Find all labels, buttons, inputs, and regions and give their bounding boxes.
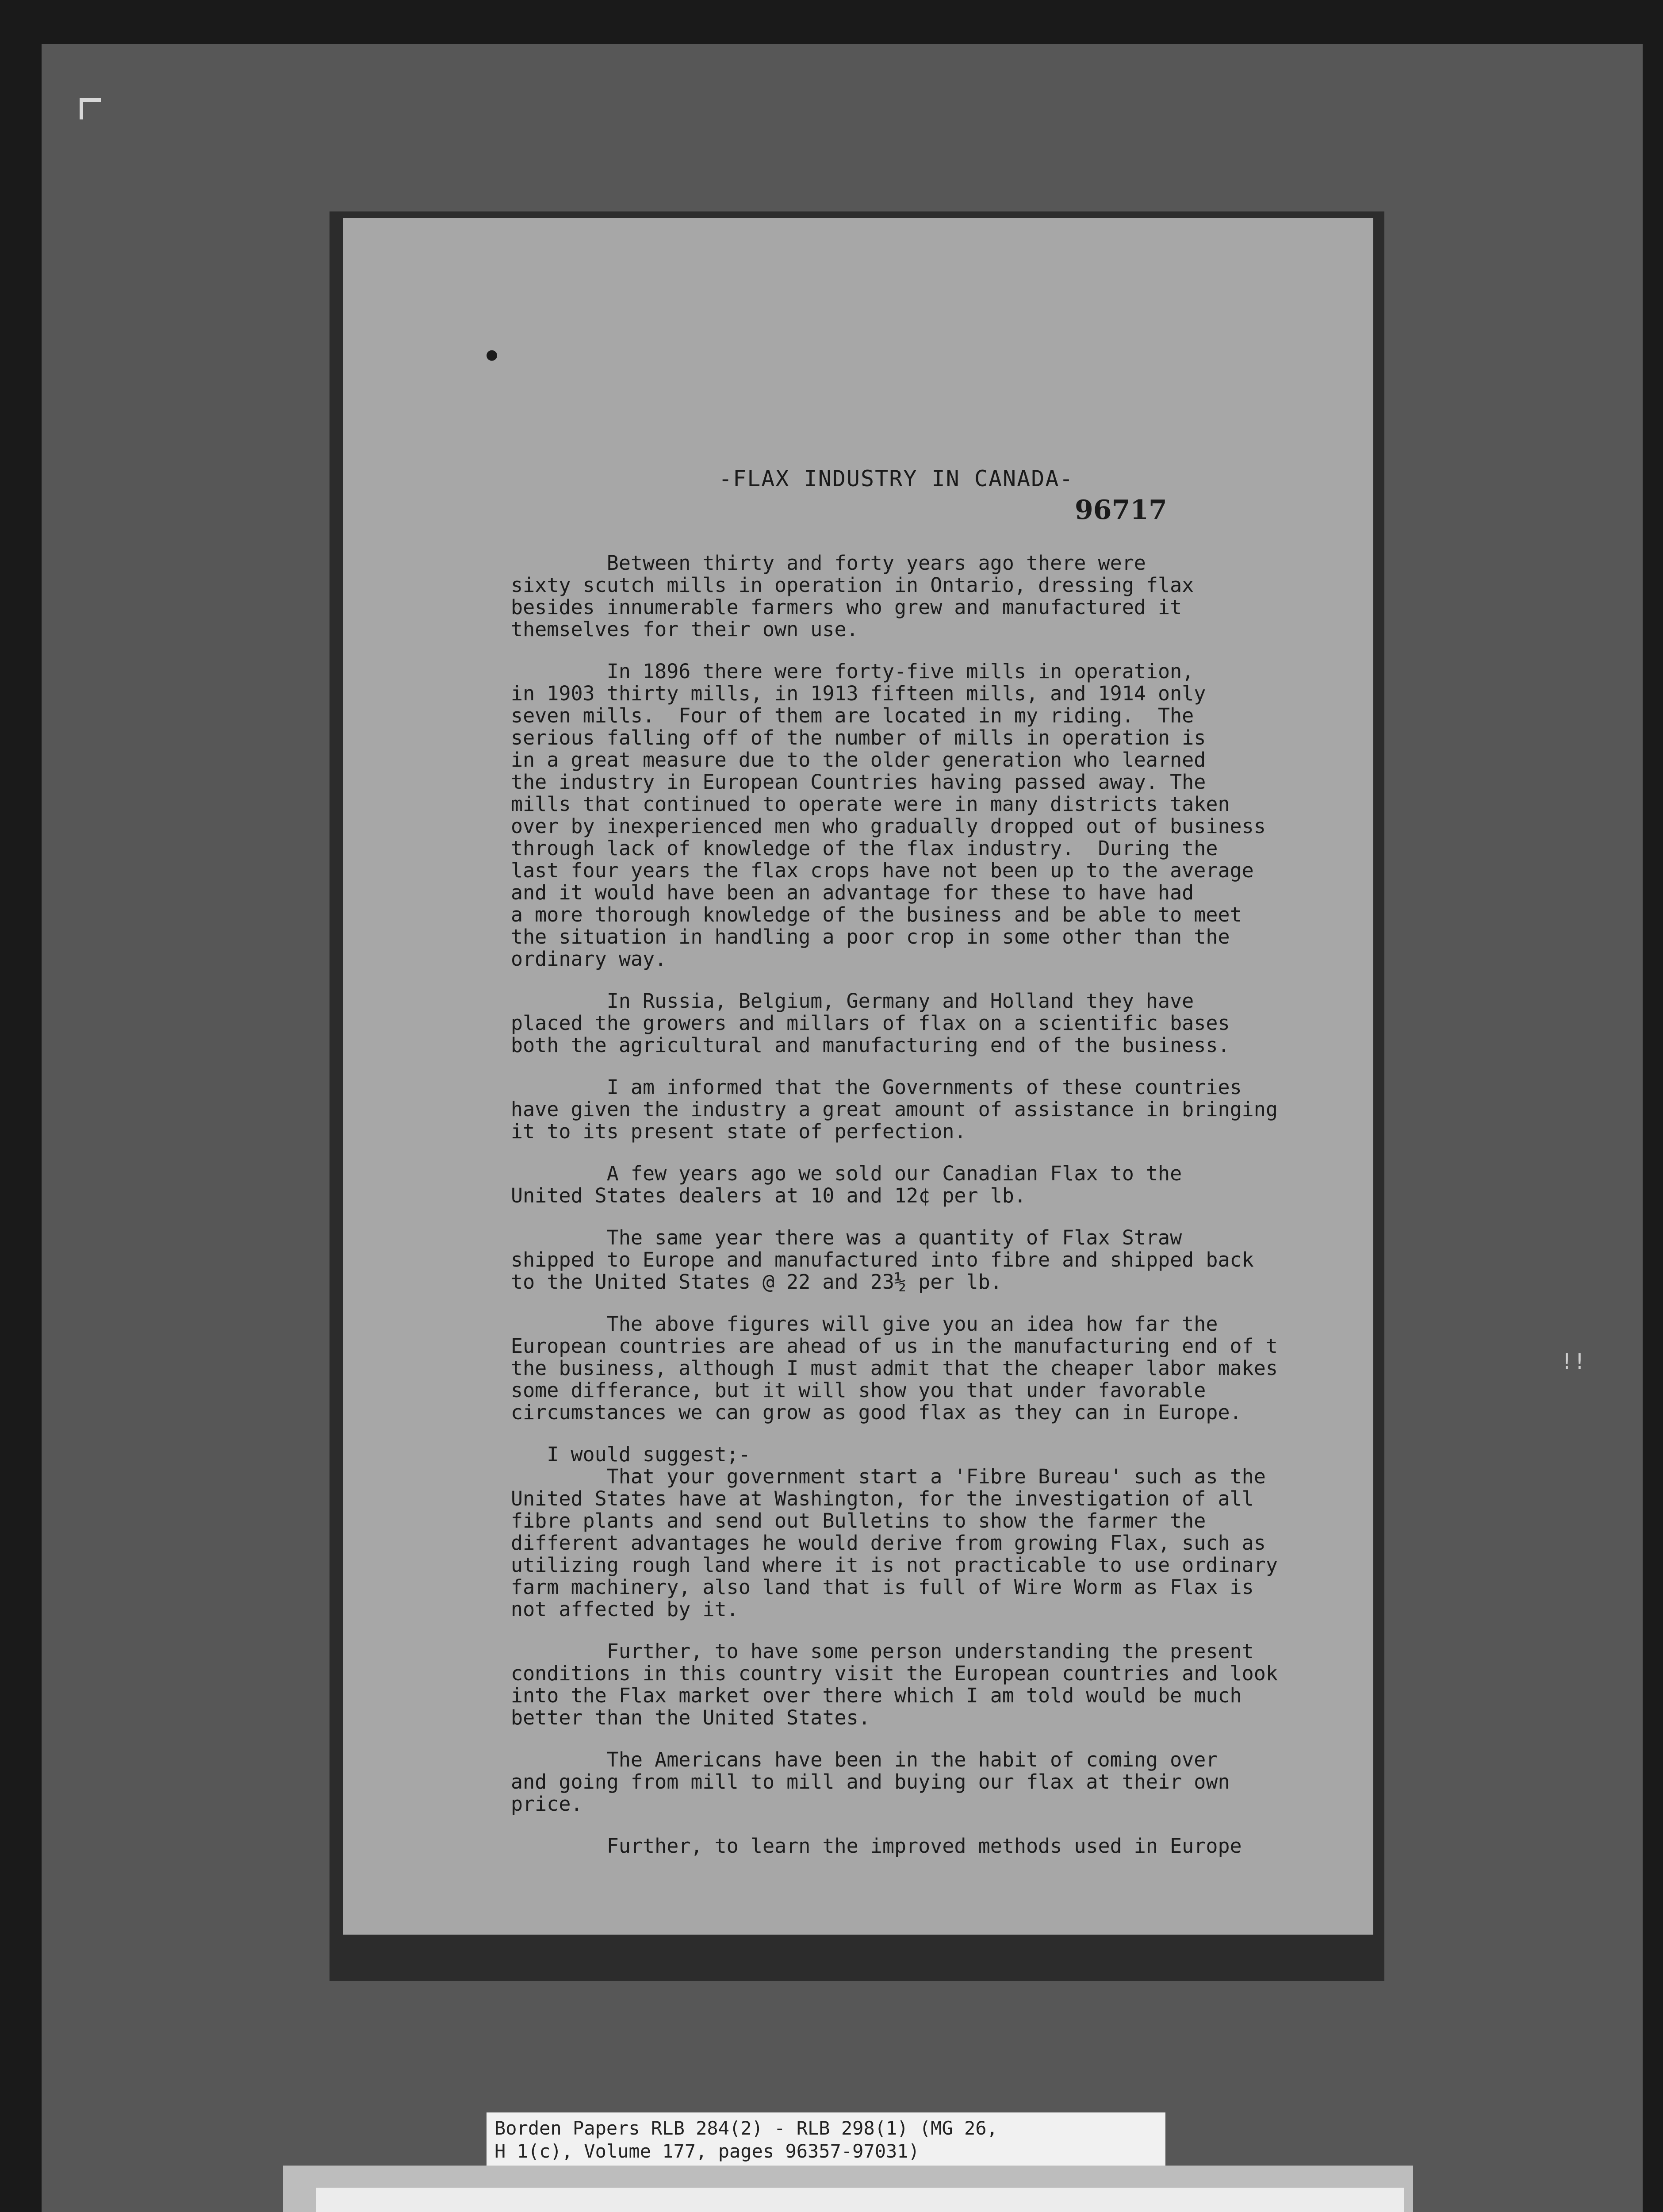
paragraph: Further, to have some person understanding the present conditions in this country visit the European countries and look into the Flax market over there which I am told would be much better than the United States. [511, 1640, 1278, 1729]
paragraph: I would suggest;- That your government start a 'Fibre Bureau' such as the United States have at Washington, for the investigation of all fibre plants and send out Bulletins to show the farmer the different advantages he would derive from growing Flax, such as utilizing rough land where it is not practicable to use ordinary farm machinery, also land that is full of Wire Worm as Flax is not affected by it. [511, 1443, 1278, 1621]
paragraph: The above figures will give you an idea how far the European countries are ahead of us in the manufacturing end of t the business, although I must admit that the cheaper labor makes some differance, but it will show you that under favorable circumstances we can grow as good flax as they can in Europe. [511, 1312, 1278, 1424]
typed-document [343, 218, 1373, 1935]
paragraph: In 1896 there were forty-five mills in operation, in 1903 thirty mills, in 1913 fifteen mills, and 1914 only seven mills. Four of them are located in my riding. The serious falling off of the number of mills in operation is in a great measure due to the older generation who learned the industry in European Countries having passed away. The mills that continued to operate were in many districts taken over by inexperienced men who gradually dropped out of business through lack of knowledge of the flax industry. During the last four years the flax crops have not been up to the average and it would have been an advantage for these to have had a more thorough knowledge of the business and be able to meet the situation in handling a poor crop in some other than the ordinary way. [511, 660, 1266, 971]
paragraph: A few years ago we sold our Canadian Flax to the United States dealers at 10 and 12¢ per lb. [511, 1162, 1182, 1207]
paragraph: The Americans have been in the habit of coming over and going from mill to mill and buying our flax at their own price. [511, 1748, 1230, 1816]
reel-caption [487, 2112, 1165, 2168]
caption-line-2: H 1(c), Volume 177, pages 96357-97031) [494, 2140, 920, 2162]
margin-mark: !! [1560, 1349, 1586, 1374]
caption-line-1: Borden Papers RLB 284(2) - RLB 298(1) (MG 26, [494, 2117, 998, 2139]
frame-corner-mark [80, 98, 101, 119]
document-body [511, 552, 1360, 1877]
paragraph: I am informed that the Governments of these countries have given the industry a great amount of assistance in bringing it to its present state of perfection. [511, 1075, 1278, 1143]
archive-label [316, 2188, 1404, 2212]
document-number: 96717 [1075, 495, 1167, 526]
document-title: -FLAX INDUSTRY IN CANADA- [719, 466, 1074, 492]
paragraph: Between thirty and forty years ago there were sixty scutch mills in operation in Ontario, dressing flax besides innumerable farmers who grew and manufactured it themselves for their own use. [511, 551, 1194, 641]
paragraph: In Russia, Belgium, Germany and Holland they have placed the growers and millars of flax on a scientific bases both the agricultural and manufacturing end of the business. [511, 989, 1230, 1057]
paragraph: The same year there was a quantity of Flax Straw shipped to Europe and manufactured into fibre and shipped back to the United States @ 22 and 23½ per lb. [511, 1226, 1254, 1294]
punch-hole-mark: ● [487, 344, 498, 365]
paragraph: Further, to learn the improved methods used in Europe [511, 1834, 1242, 1858]
